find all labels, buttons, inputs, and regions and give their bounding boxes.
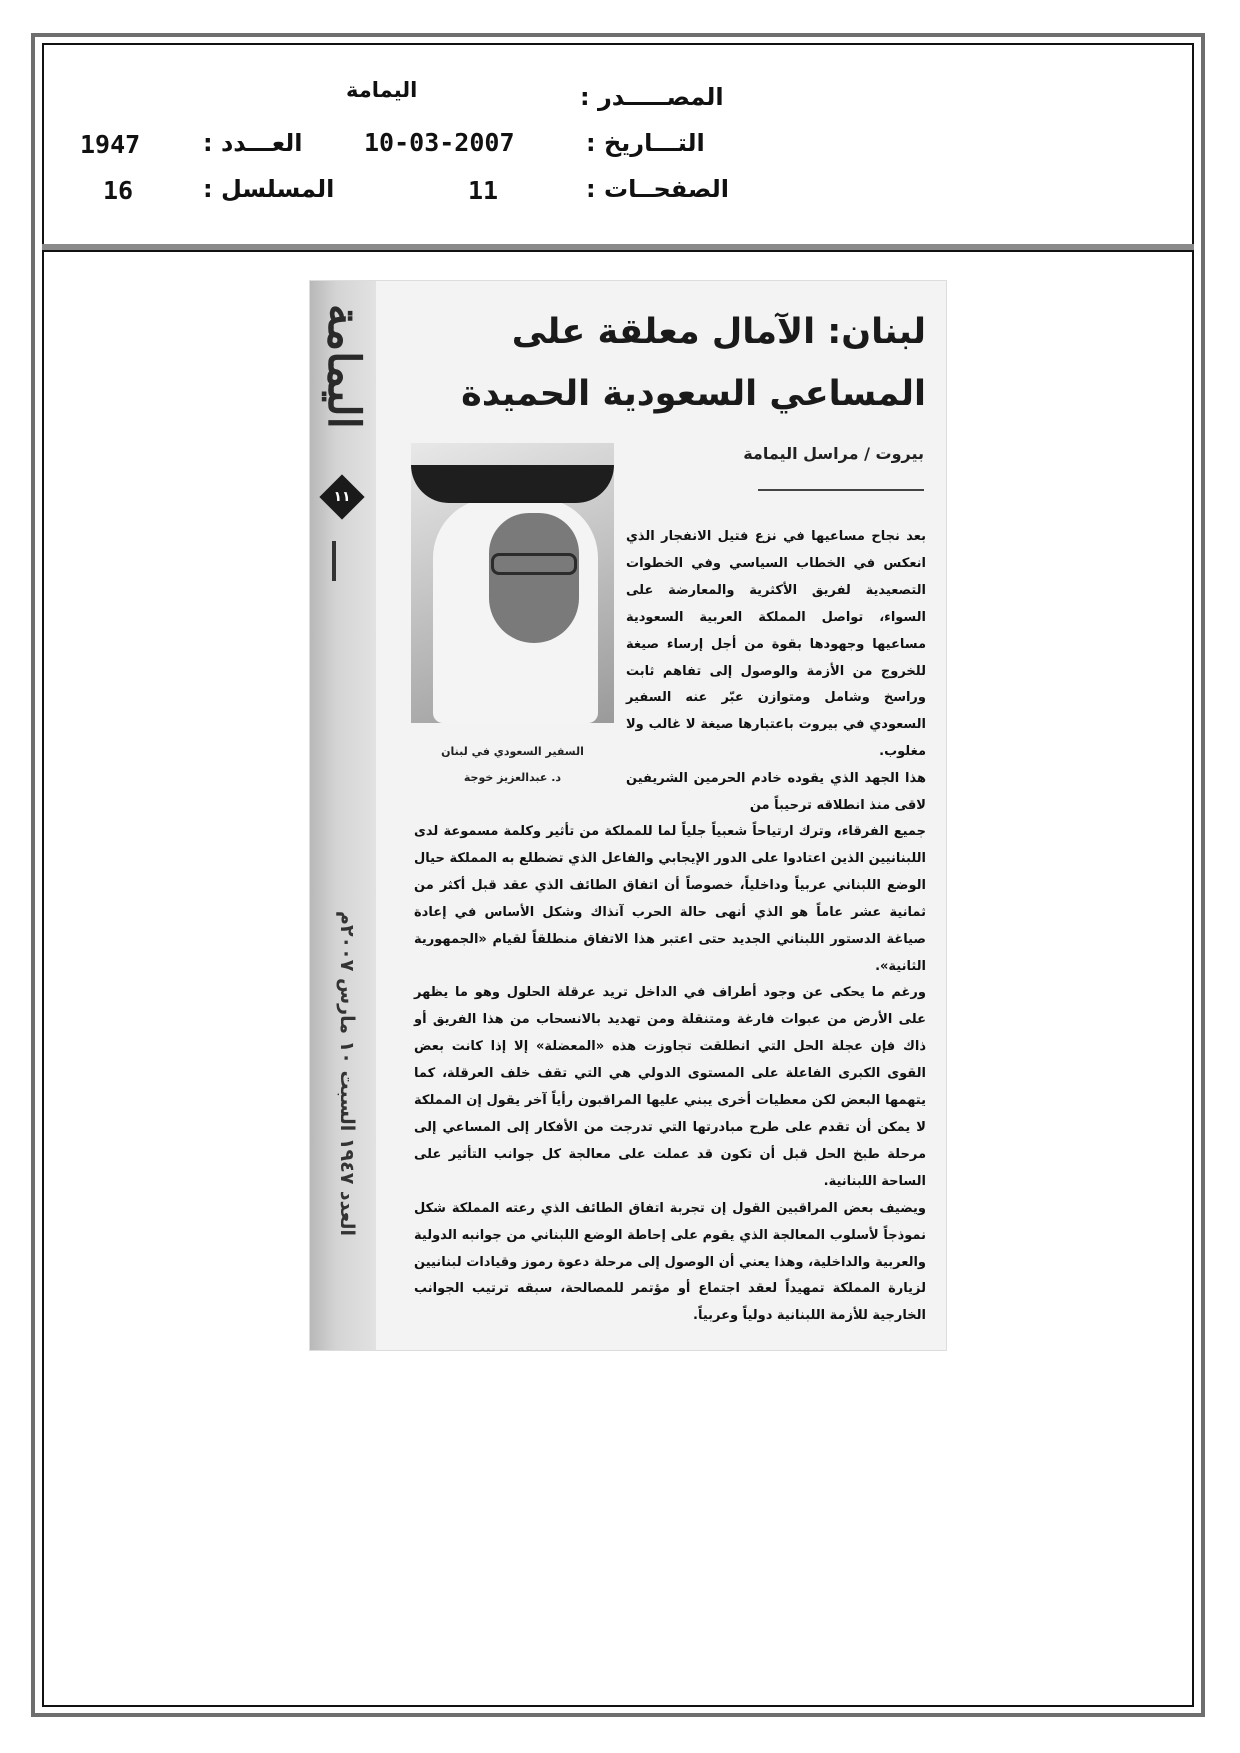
article-paragraph-4: ويضيف بعض المراقبين القول إن تجربة اتفاق الطائف الذي رعته المملكة شكل نموذجاً لأسلوب المعالجة الذي يقوم على إحاطة الوضع اللبناني من جوانبه الدولية والعربية والداخلية، وهذا يعني أن الوصول إلى مرحلة دعوة رموز وقيادات لبنانيين لزيارة المملكة تمهيداً لعقد اجتماع أو مؤتمر للمصالحة، سبقه ترتيب الجوانب الخارجية للأزمة اللبنانية دولياً وعربياً.	[414, 1200, 926, 1324]
face-shape	[489, 513, 579, 643]
article-paragraph-1: بعد نجاح مساعيها في نزع فتيل الانفجار الذي انعكس في الخطاب السياسي وفي الخطوات التصعيدية لفريق الأكثرية والمعارضة على السواء، تواصل المملكة العربية السعودية مساعيها وجهودها بقوة من أجل إرساء صيغة للخروج من الأزمة والوصول إلى تفاهم ثابت وراسخ وشامل ومتوازن عبّر عنه السفير السعودي في بيروت باعتبارها صيغة لا غالب ولا مغلوب. هذا الجهد الذي يقوده خادم الحرمين الشريفين لاقى منذ انطلاقه ترحيباً من	[626, 529, 926, 814]
article-paragraph-3: ورغم ما يحكى عن وجود أطراف في الداخل تريد عرقلة الحلول وهو ما يظهر على الأرض من عبوات فارغة ومتنقلة ومن تهديد بالانسحاب من هذا الفريق أو ذاك فإن عجلة الحل التي انطلقت تجاوزت هذه «المعضلة» إلا إذا كانت بعض القوى الكبرى الفاعلة على المستوى الدولي هي التي تقف خلف العرقلة، كما يتهمها البعض لكن معطيات أخرى يبني عليها المراقبون رأياً آخر يقول إن المملكة لا يمكن أن تقدم على طرح مبادرتها التي تدرجت من الأفكار إلى المساعي إلى مرحلة طبخ الحل قبل أن تكون قد عملت على معالجة كل جوانب التأثير على الساحة اللبنانية.	[414, 985, 926, 1189]
date-value: 10-03-2007	[364, 128, 515, 157]
pages-value: 11	[468, 176, 499, 205]
serial-value: 16	[103, 176, 134, 205]
source-label: المصـــــدر :	[580, 83, 724, 111]
pages-label: الصفحــات :	[586, 175, 729, 203]
agal-shape	[411, 465, 614, 503]
serial-label: المسلسل :	[203, 175, 335, 203]
date-label: التـــاريخ :	[586, 129, 705, 157]
spine-divider	[332, 541, 336, 581]
byline: بيروت / مراسل اليمامة	[743, 444, 924, 463]
magazine-logo: اليمامة	[318, 303, 369, 429]
headline-line-1: لبنان: الآمال معلقة على	[511, 312, 926, 352]
issue-value: 1947	[80, 130, 141, 159]
article-headline	[406, 301, 926, 425]
article-body-continued	[414, 819, 926, 1330]
byline-rule	[758, 489, 924, 491]
page-number: ١١	[333, 489, 351, 505]
magazine-spine	[310, 281, 376, 1350]
source-value: اليمامة	[346, 78, 418, 102]
article-paragraph-2: جميع الفرقاء، وترك ارتياحاً شعبياً جلياً لما للمملكة من تأثير وكلمة مسموعة لدى اللبنانيين الذين اعتادوا على الدور الإيجابي والفاعل الذي تضطلع به المملكة حيال الوضع اللبناني عربياً وداخلياً، خصوصاً أن اتفاق الطائف الذي عقد قبل أكثر من ثمانية عشر عاماً هو الذي أنهى حالة الحرب آنذاك وشكل الأساس في إعادة صياغة الدستور اللبناني الجديد حتى اعتبر هذا الاتفاق منطلقاً لقيام «الجمهورية الثانية».	[414, 824, 926, 974]
issue-date-vertical: العدد ١٩٤٧ السبت ١٠ مارس ٢٠٠٧م	[336, 910, 358, 1236]
glasses-shape	[491, 553, 577, 575]
issue-label: العـــدد :	[203, 129, 303, 157]
photo-caption-title: السفير السعودي في لبنان	[441, 745, 584, 758]
article-clipping	[309, 280, 947, 1351]
ambassador-photo	[411, 443, 614, 723]
photo-caption-name: د. عبدالعزيز خوجة	[463, 771, 562, 784]
headline-line-2: المساعي السعودية الحميدة	[461, 374, 926, 414]
header-separator	[42, 244, 1194, 252]
